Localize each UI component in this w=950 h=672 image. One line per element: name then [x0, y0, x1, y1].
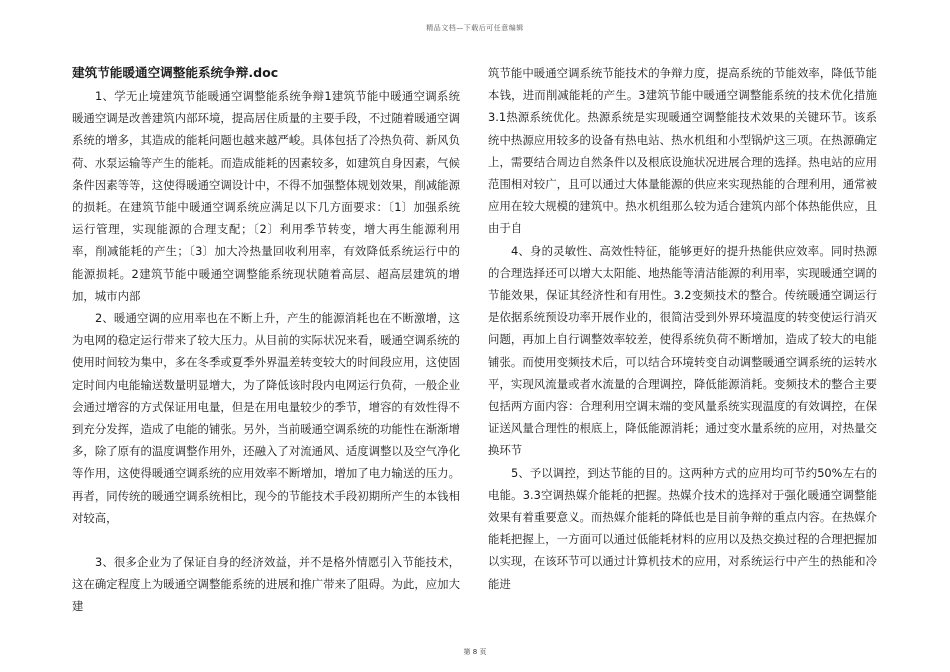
paragraph: 2、暖通空调的应用率也在不断上升，产生的能源消耗也在不断激增，这为电网的稳定运行带来了较大压力。从目前的实际状况来看，暖通空调系统的使用时间较为集中，多在冬季或夏季外界温差转变较大的时间段应用，这使固定时间内电能输送数量明显增大，为了降低该时段内电网运行负荷，一般企业会通过增容的方式保证用电量，但是在用电量较少的季节，增容的有效性得不到充分发挥，造成了电能的铺张。另外，当前暖通空调系统的功能性在渐渐增多，除了原有的温度调整作用外，还融入了对流通风、适度调整以及空气净化等作用，这使得暖通空调系统的应用效率不断增加，增加了电力输送的压力。再者，同传统的暖通空调系统相比，现今的节能技术手段初期所产生的本钱相对较高，	[72, 311, 460, 525]
page-header: 精品文档—下载后可任意编辑	[426, 24, 524, 32]
left-column	[72, 62, 460, 618]
document-title: 建筑节能暖通空调整能系统争辩.doc	[72, 65, 279, 80]
paragraph: 5、予以调控，到达节能的目的。这两种方式的应用均可节约50%左右的电能。3.3空调热媒介能耗的把握。热媒介技术的选择对于强化暖通空调整能效果有着重要意义。而热媒介能耗的降低也是目前争辩的重点内容。在热媒介能耗把握上，一方面可以通过低能耗材料的应用以及热交换过程的合理把握加以实现，在该环节可以通过计算机技术的应用，对系统运行中产生的热能和冷能进	[488, 465, 877, 591]
paragraph: 1、学无止境建筑节能暖通空调整能系统争辩1建筑节能中暖通空调系统暖通空调是改善建筑内部环境，提高居住质量的主要手段，不过随着暖通空调系统的增多，其造成的能耗问题也越来越严峻。具体包括了冷热负荷、新风负荷、水泵运输等产生的能耗。而造成能耗的因素较多，如建筑自身因素，气候条件因素等等，这使得暖通空调设计中，不得不加强整体规划效果，削减能源的损耗。在建筑节能中暖通空调系统应满足以下几方面要求：〔1〕加强系统运行管理，实现能源的合理支配；〔2〕利用季节转变，增大再生能源利用率，削减能耗的产生；〔3〕加大冷热量回收利用率，有效降低系统运行中的能源损耗。2建筑节能中暖通空调整能系统现状随着高层、超高层建筑的增加，城市内部	[72, 89, 460, 303]
paragraph: 3、很多企业为了保证自身的经济效益，并不是格外情愿引入节能技术，这在确定程度上为暖通空调整能系统的进展和推广带来了阻碍。为此，应加大建	[72, 555, 460, 614]
page-number: 第 8 页	[463, 648, 487, 656]
right-column	[488, 62, 877, 595]
paragraph: 筑节能中暖通空调系统节能技术的争辩力度，提高系统的节能效率，降低节能本钱，进而削减能耗的产生。3建筑节能中暖通空调整能系统的技术优化措施3.1热源系统优化。热源系统是实现暖通空调整能技术效果的关键环节。该系统中热源应用较多的设备有热电站、热水机组和小型锅炉这三项。在热源确定上，需要结合周边自然条件以及根底设施状况进展合理的选择。热电站的应用范围相对较广，且可以通过大体量能源的供应来实现热能的合理利用，通常被应用在较大规模的建筑中。热水机组那么较为适合建筑内部个体热能供应，且由于自	[488, 66, 877, 236]
paragraph: 4、身的灵敏性、高效性特征，能够更好的提升热能供应效率。同时热源的合理选择还可以增大太阳能、地热能等清洁能源的利用率，实现暖通空调的节能效果，保证其经济性和有用性。3.2变频技术的整合。传统暖通空调运行是依据系统预设功率开展作业的，很简洁受到外界环境温度的转变使运行消灭问题，再加上自行调整效率较差，使得系统负荷不断增加，造成了较大的电能铺张。而使用变频技术后，可以结合环境转变自动调整暖通空调系统的运转水平，实现风流量或者水流量的合理调控，降低能源消耗。变频技术的整合主要包括两方面内容：合理利用空调末端的变风量系统实现温度的有效调控，在保证送风量合理性的根底上，降低能源消耗；通过变水量系统的应用，对热量交换环节	[488, 243, 877, 458]
